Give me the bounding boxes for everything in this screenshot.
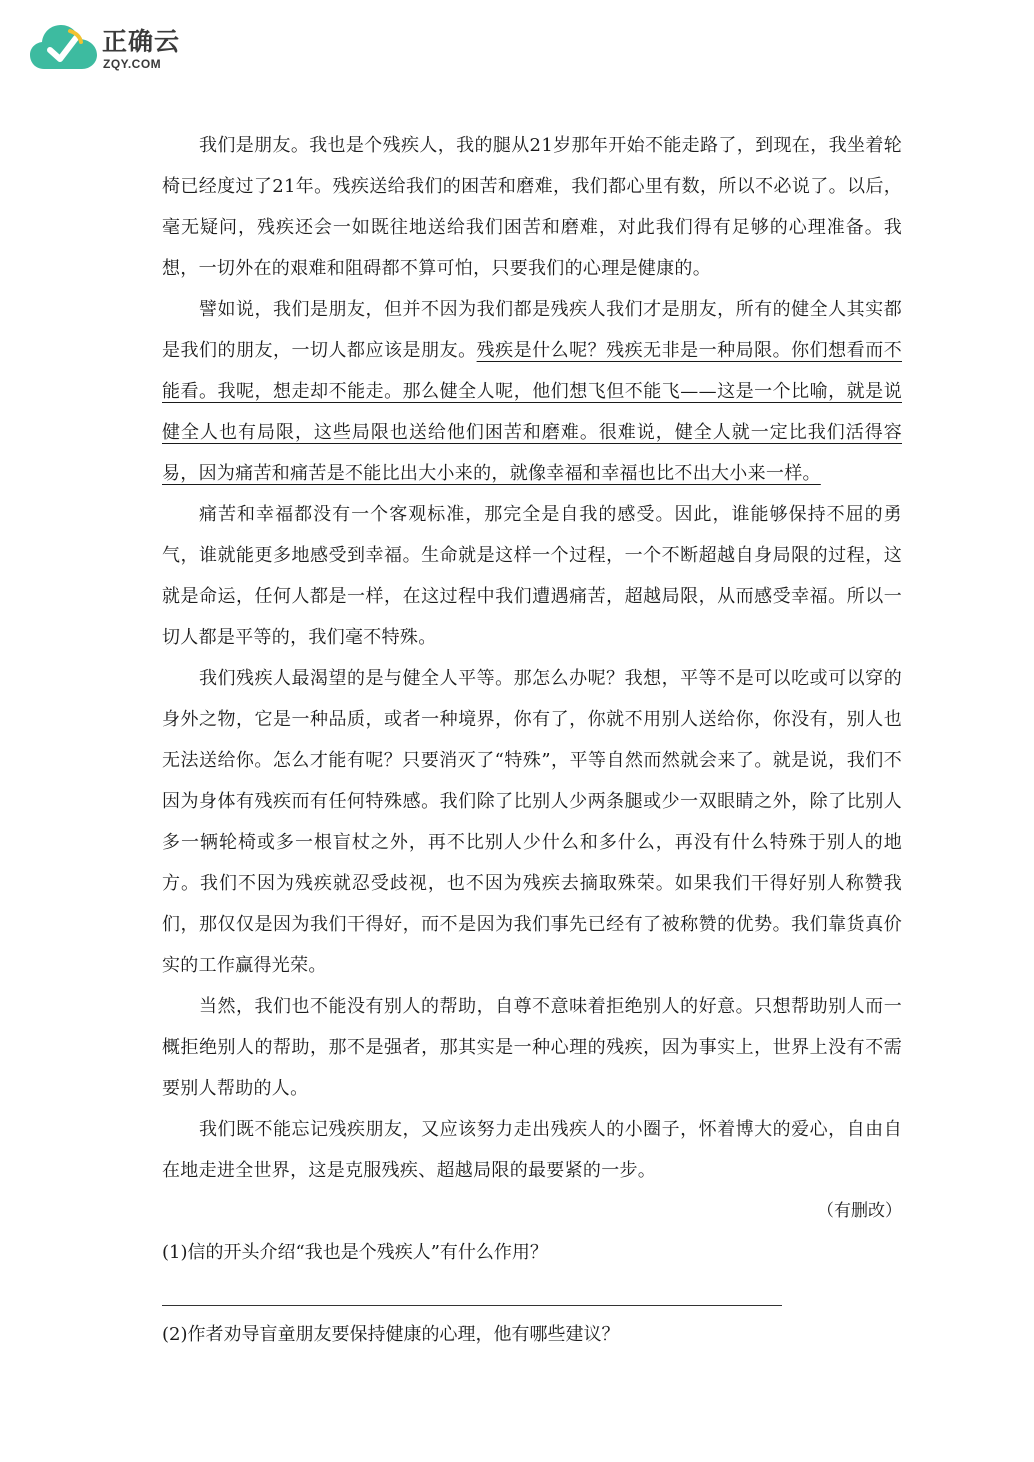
paragraph-4 [162,658,902,986]
paragraph-1 [162,125,902,289]
cloud-check-icon [30,22,98,72]
paragraph-5-text: 当然，我们也不能没有别人的帮助，自尊不意味着拒绝别人的好意。只想帮助别人而一概拒绝别人的帮助，那不是强者，那其实是一种心理的残疾，因为事实上，世界上没有不需要别人帮助的人。 [162,996,902,1099]
source-note: （有删改） [817,1201,902,1221]
site-logo [30,20,180,76]
paragraph-3-text: 痛苦和幸福都没有一个客观标准，那完全是自我的感受。因此，谁能够保持不屈的勇气，谁就能更多地感受到幸福。生命就是这样一个过程，一个不断超越自身局限的过程，这就是命运，任何人都是一样，在这过程中我们遭遇痛苦，超越局限，从而感受幸福。所以一切人都是平等的，我们毫不特殊。 [162,504,902,648]
underlined-passage: 残疾是什么呢？残疾无非是一种局限。你们想看而不能看。我呢，想走却不能走。那么健全人呢，他们想飞但不能飞——这是一个比喻，就是说健全人也有局限，这些局限也送给他们困苦和磨难。很难说，健全人就一定比我们活得容易，因为痛苦和痛苦是不能比出大小来的，就像幸福和幸福也比不出大小来一样。 [162,340,902,484]
paragraph-3 [162,494,902,658]
paragraph-6-text: 我们既不能忘记残疾朋友，又应该努力走出残疾人的小圈子，怀着博大的爱心，自由自在地走进全世界，这是克服残疾、超越局限的最要紧的一步。 [162,1119,902,1181]
paragraph-5 [162,986,902,1109]
paragraph-4-text: 我们残疾人最渴望的是与健全人平等。那怎么办呢？我想，平等不是可以吃或可以穿的身外之物，它是一种品质，或者一种境界，你有了，你就不用别人送给你，你没有，别人也无法送给你。怎么才能有呢？只要消灭了“特殊”，平等自然而然就会来了。就是说，我们不因为身体有残疾而有任何特殊感。我们除了比别人少两条腿或少一双眼睛之外，除了比别人多一辆轮椅或多一根盲杖之外，再不比别人少什么和多什么，再没有什么特殊于别人的地方。我们不因为残疾就忍受歧视，也不因为残疾去摘取殊荣。如果我们干得好别人称赞我们，那仅仅是因为我们干得好，而不是因为我们事先已经有了被称赞的优势。我们靠货真价实的工作赢得光荣。 [162,668,902,976]
logo-name: 正确云 [102,27,181,56]
article-body [162,125,902,1355]
paragraph-6 [162,1109,902,1191]
question-1: (1)信的开头介绍“我也是个残疾人”有什么作用？ [162,1242,548,1263]
logo-domain: ZQY.COM [103,57,162,71]
answer-line[interactable] [162,1305,782,1306]
question-2: (2)作者劝导盲童朋友要保持健康的心理，他有哪些建议？ [162,1324,620,1345]
paragraph-1-text: 我们是朋友。我也是个残疾人，我的腿从21岁那年开始不能走路了，到现在，我坐着轮椅已经度过了21年。残疾送给我们的困苦和磨难，我们都心里有数，所以不必说了。以后，毫无疑问，残疾还会一如既往地送给我们困苦和磨难，对此我们得有足够的心理准备。我想，一切外在的艰难和阻碍都不算可怕，只要我们的心理是健康的。 [162,135,902,279]
paragraph-2-text: 譬如说，我们是朋友，但并不因为我们都是残疾人我们才是朋友，所有的健全人其实都是我们的朋友，一切人都应该是朋友。 [162,299,902,361]
paragraph-2 [162,289,902,494]
